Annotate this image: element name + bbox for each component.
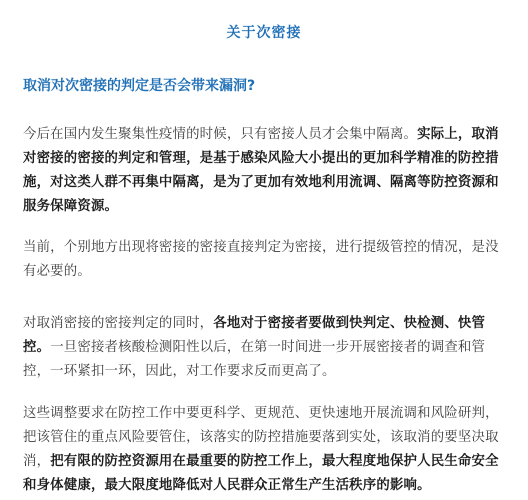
bold-text-run: 实际上，取消对密接的密接的判定和管理，是基于感染风险大小提出的更加科学精准的防控措施，对这类人群不再集中隔离，是为了更加有效地利用流调、隔离等防控资源和服务保障资源。 xyxy=(23,127,499,214)
paragraph-2 xyxy=(23,236,511,284)
bold-text-run: 把有限的防控资源用在最重要的防控工作上，最大程度地保护人民生命安全和身体健康，最大限度地降低对人民群众正常生产生活秩序的影响。 xyxy=(23,454,499,493)
text-run: 这些调整要求在防控工作中要更科学、更规范、更快速地开展流调和风险研判，把该管住的重点风险要管住，该落实的防控措施要落到实处，该取消的要坚决取消， xyxy=(23,406,499,469)
section-subtitle: 取消对次密接的判定是否会带来漏洞? xyxy=(23,78,256,94)
text-run: 当前，个别地方出现将密接的密接直接判定为密接，进行提级管控的情况，是没有必要的。 xyxy=(23,240,499,279)
text-run: 今后在国内发生聚集性疫情的时候，只有密接人员才会集中隔离。 xyxy=(23,127,418,142)
paragraph-4 xyxy=(23,402,511,498)
text-run: 对取消密接的密接判定的同时， xyxy=(23,316,214,331)
bold-text-run: 各地对于密接者要做到快判定、快检测、快管控。 xyxy=(23,316,486,355)
text-run: 一旦密接者核酸检测阳性以后，在第一时间进一步开展密接者的调查和管控，一环紧扣一环，因此，对工作要求反而更高了。 xyxy=(23,340,486,379)
article-title: 关于次密接 xyxy=(226,25,302,41)
paragraph-3 xyxy=(23,312,511,384)
paragraph-1 xyxy=(23,123,511,219)
